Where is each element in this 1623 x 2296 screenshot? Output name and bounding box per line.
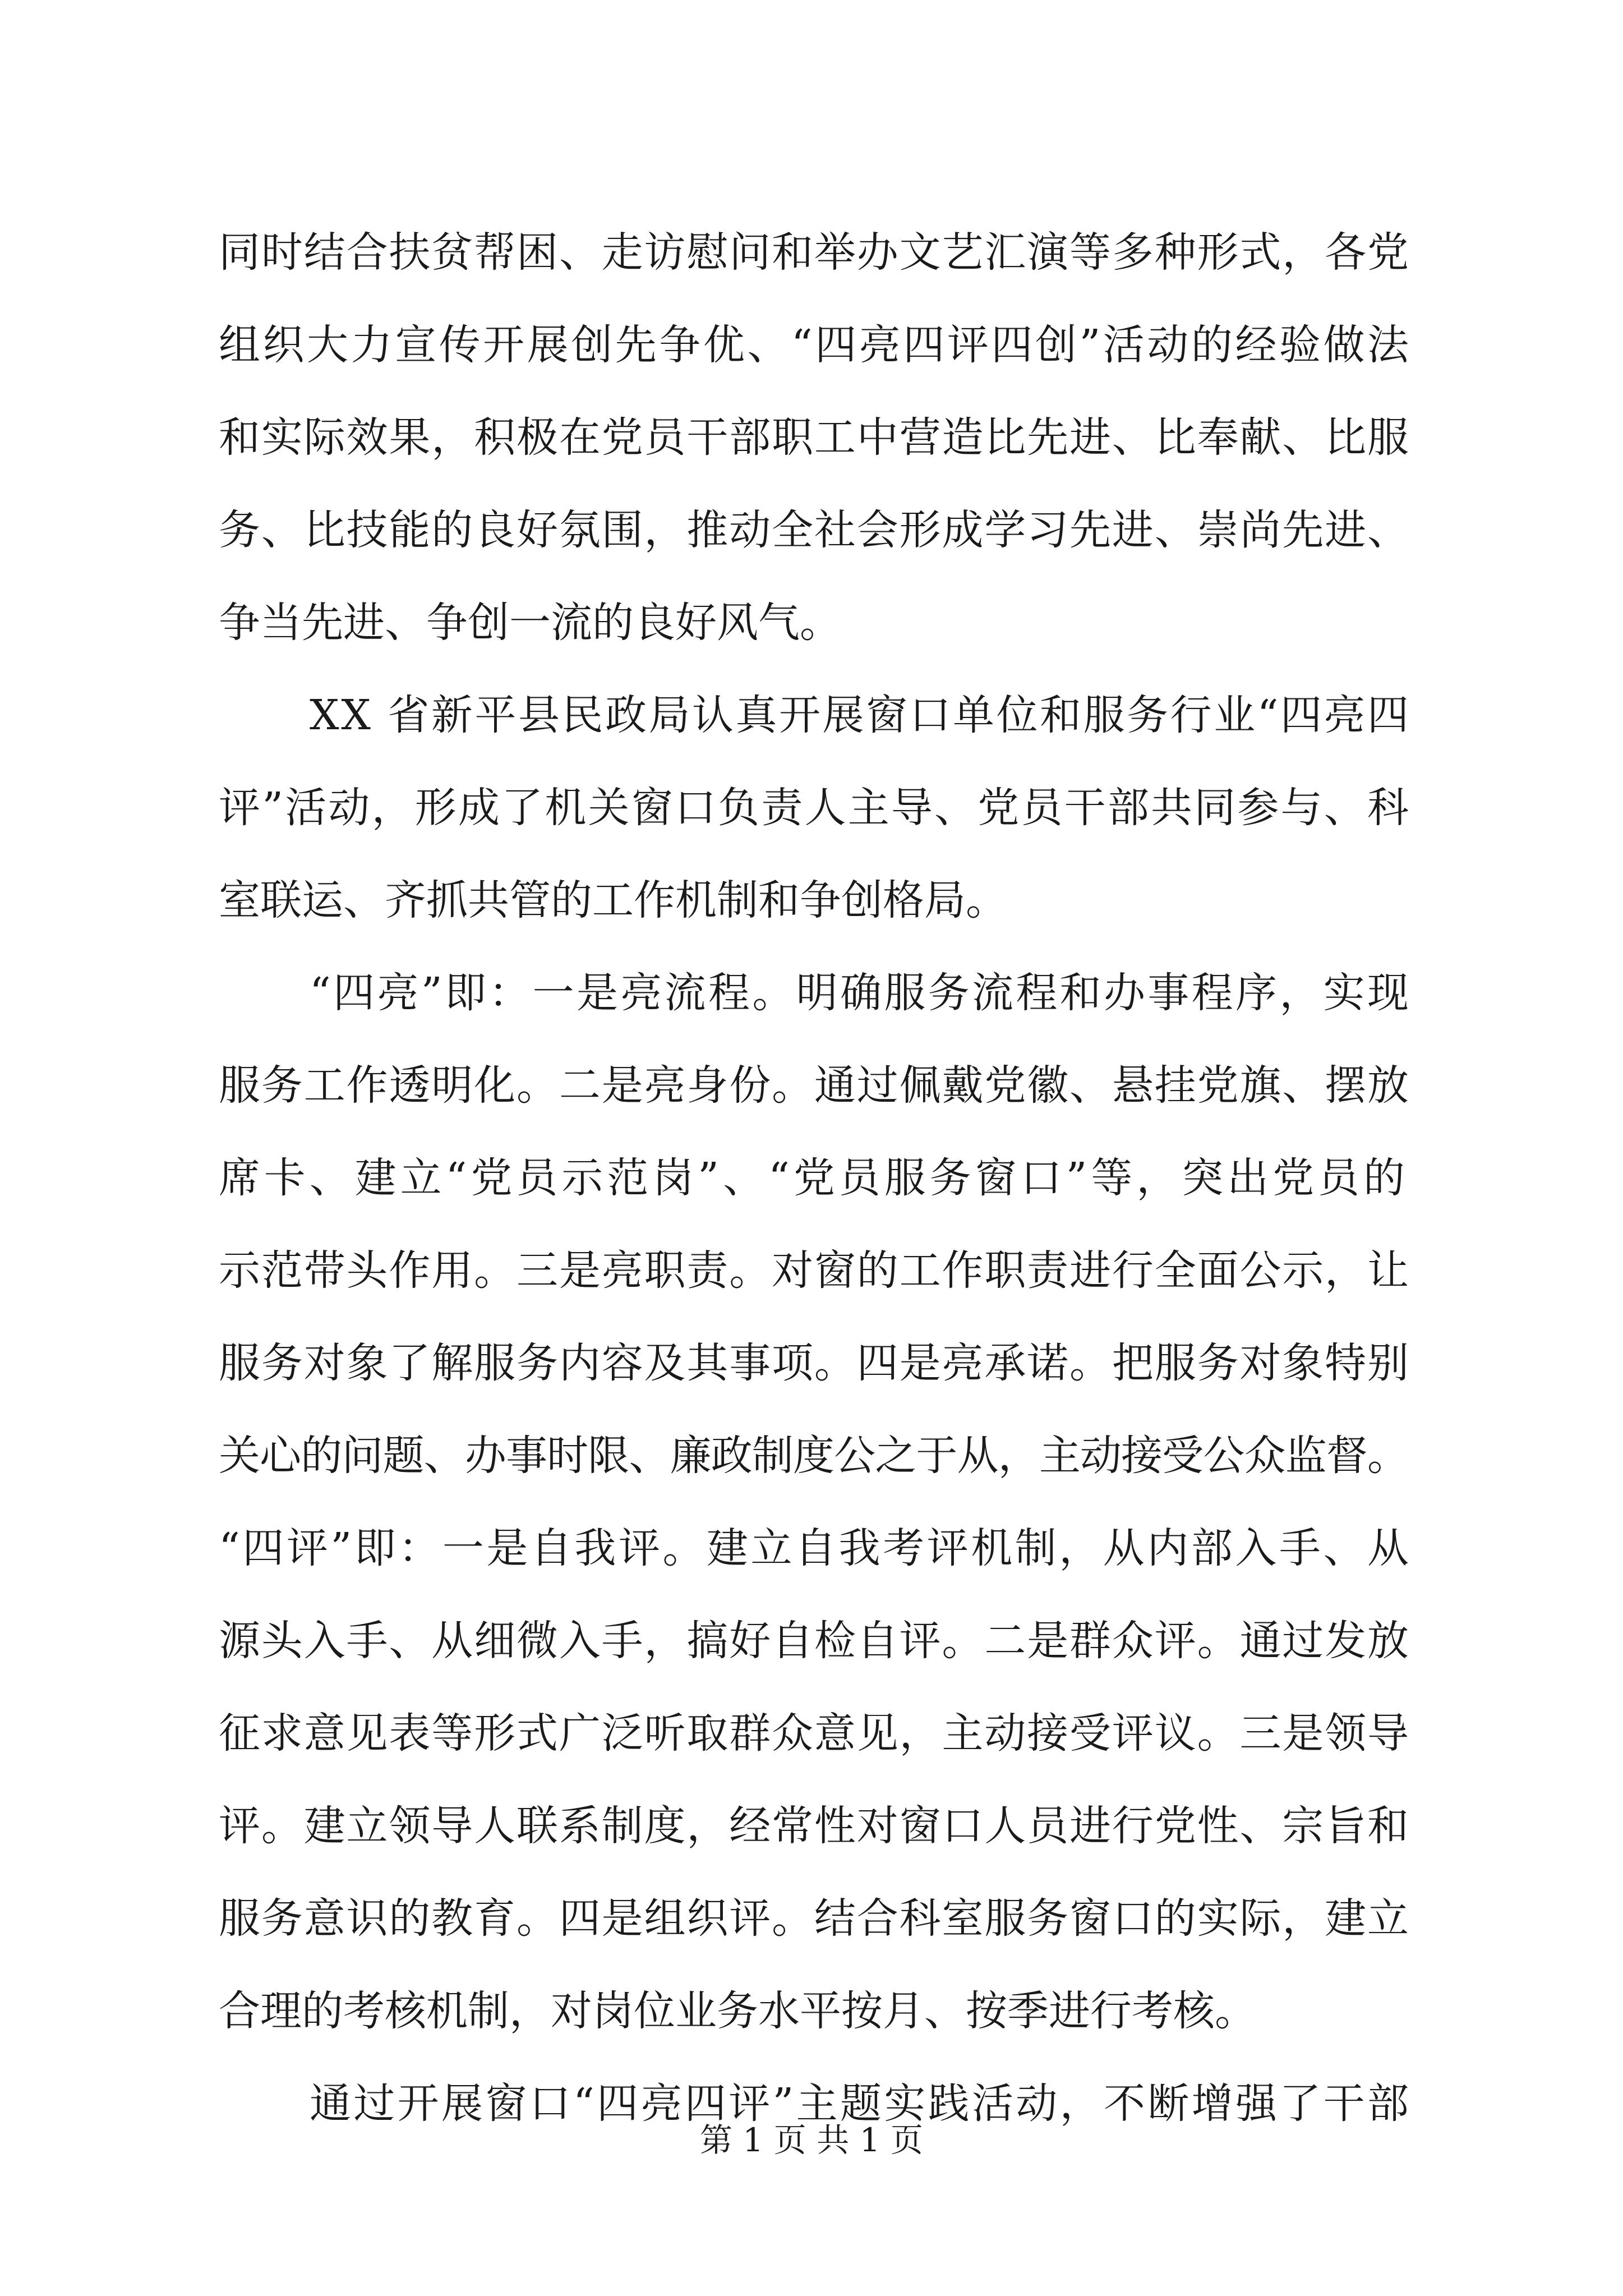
text-line-content: “四评”即：一是自我评。建立自我考评机制，从内部入手、从 bbox=[219, 1524, 1412, 1572]
text-line-content: 和实际效果，积极在党员干部职工中营造比先进、比奉献、比服 bbox=[219, 413, 1410, 462]
text-line-content: “四亮”即：一是亮流程。明确服务流程和办事程序，实现 bbox=[310, 969, 1412, 1017]
text-line-content: 席卡、建立“党员示范岗”、“党员服务窗口”等，突出党员的 bbox=[219, 1154, 1409, 1202]
text-line-content: 示范带头作用。三是亮职责。对窗的工作职责进行全面公示，让 bbox=[219, 1246, 1410, 1295]
text-line-content: 征求意见表等形式广泛听取群众意见，主动接受评议。三是领导 bbox=[219, 1709, 1410, 1757]
text-line-content: 评。建立领导人联系制度，经常性对窗口人员进行党性、宗旨和 bbox=[219, 1802, 1410, 1850]
text-line-content: 合理的考核机制，对岗位业务水平按月、按季进行考核。 bbox=[219, 1987, 1256, 2035]
text-line-content: 通过开展窗口“四亮四评”主题实践活动，不断增强了干部 bbox=[310, 2079, 1412, 2128]
text-line-content: 组织大力宣传开展创先争优、“四亮四评四创”活动的经验做法 bbox=[219, 321, 1412, 369]
text-line-content: XX 省新平县民政局认真开展窗口单位和服务行业“四亮四 bbox=[310, 691, 1411, 739]
text-line-content: 同时结合扶贫帮困、走访慰问和举办文艺汇演等多种形式，各党 bbox=[219, 228, 1410, 277]
text-line-content: 务、比技能的良好氛围，推动全社会形成学习先进、崇尚先进、 bbox=[219, 506, 1410, 554]
text-line-content: 服务工作透明化。二是亮身份。通过佩戴党徽、悬挂党旗、摆放 bbox=[219, 1061, 1410, 1110]
text-line-content: 源头入手、从细微入手，搞好自检自评。二是群众评。通过发放 bbox=[219, 1617, 1410, 1665]
text-line-content: 服务对象了解服务内容及其事项。四是亮承诺。把服务对象特别 bbox=[219, 1339, 1410, 1387]
text-line-content: 服务意识的教育。四是组织评。结合科室服务窗口的实际，建立 bbox=[219, 1894, 1410, 1943]
text-line-content: 室联运、齐抓共管的工作机制和争创格局。 bbox=[219, 876, 1007, 924]
page-footer: 第 1 页 共 1 页 bbox=[700, 2121, 923, 2159]
text-line-content: 评”活动，形成了机关窗口负责人主导、党员干部共同参与、科 bbox=[219, 784, 1411, 832]
text-line-content: 关心的问题、办事时限、廉政制度公之于从，主动接受公众监督。 bbox=[219, 1432, 1409, 1480]
text-line-content: 争当先进、争创一流的良好风气。 bbox=[219, 599, 841, 647]
